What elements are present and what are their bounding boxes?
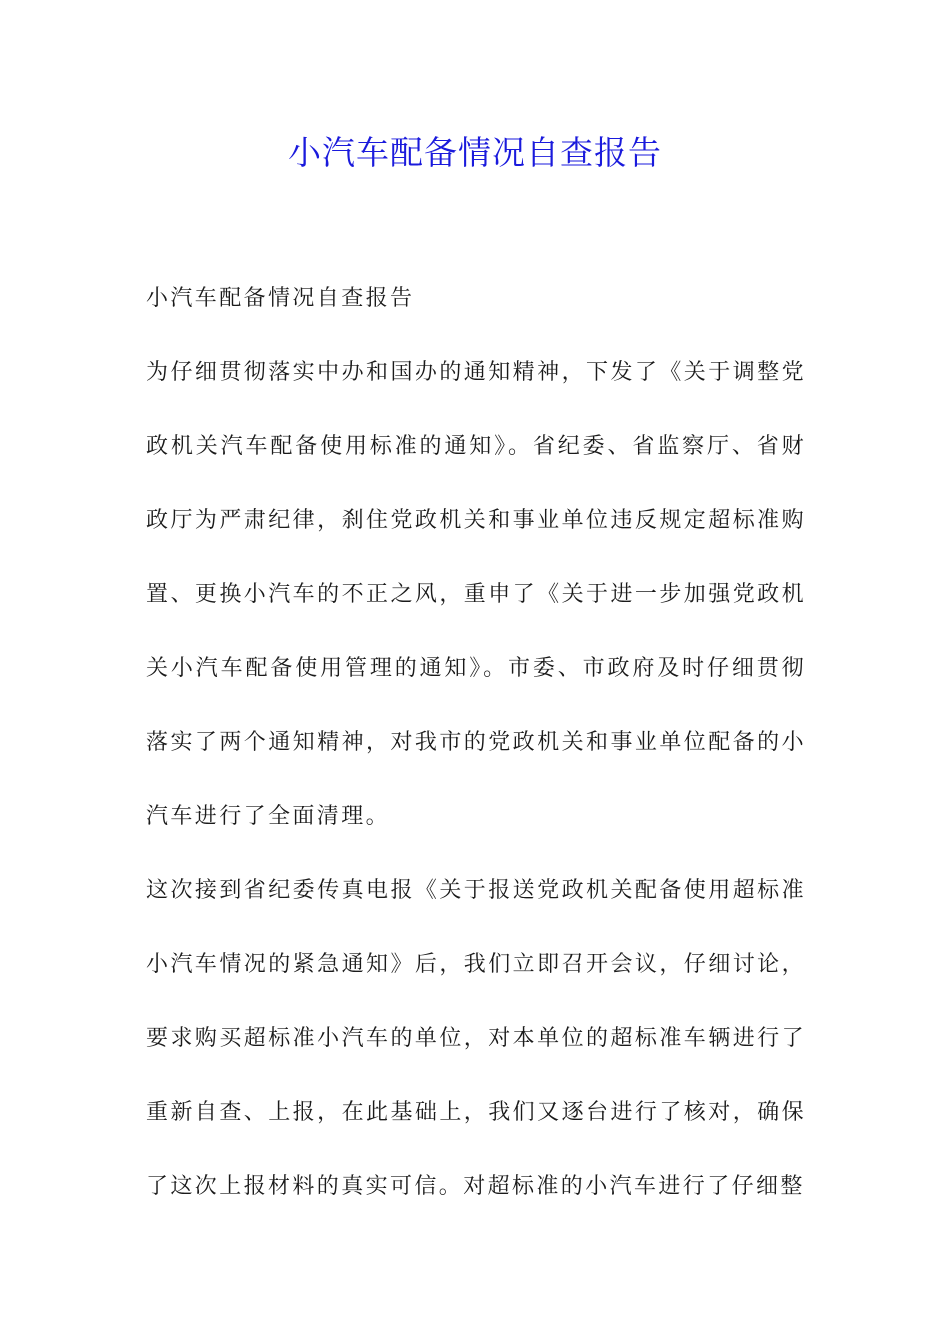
paragraph-1: 为仔细贯彻落实中办和国办的通知精神，下发了《关于调整党政机关汽车配备使用标准的通知》。省纪委、省监察厅、省财政厅为严肃纪律，刹住党政机关和事业单位违反规定超标准购置、更换小汽车的不正之风，重申了《关于进一步加强党政机关小汽车配备使用管理的通知》。市委、市政府及时仔细贯彻落实了两个通知精神，对我市的党政机关和事业单位配备的小汽车进行了全面清理。 [146, 360, 806, 829]
paragraph-2: 这次接到省纪委传真电报《关于报送党政机关配备使用超标准小汽车情况的紧急通知》后，我们立即召开会议，仔细讨论，要求购买超标准小汽车的单位，对本单位的超标准车辆进行了重新自查、上报，在此基础上，我们又逐台进行了核对，确保了这次上报材料的真实可信。对超标准的小汽车进行了仔细整 [146, 878, 806, 1199]
document-title: 小汽车配备情况自查报告 [288, 133, 662, 172]
document-body [146, 262, 806, 1224]
paragraph-subtitle: 小汽车配备情况自查报告 [146, 286, 415, 311]
